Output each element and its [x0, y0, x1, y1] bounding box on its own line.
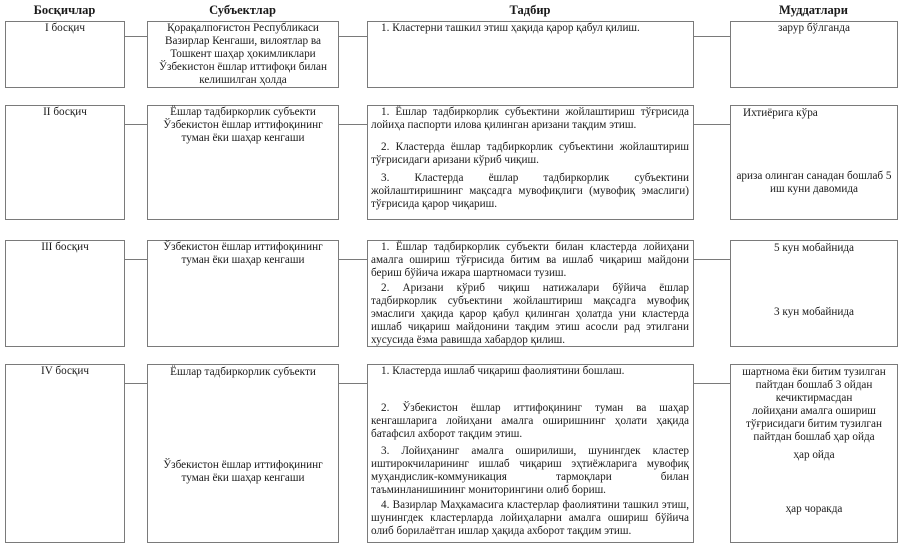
measure-item: 4. Вазирлар Маҳкамасига кластерлар фаолиятини ташкил этиш, шунингдек кластерларда лойиҳаларни амалга ошириш бўйича олиб борилаётган ишлар ҳақида ахборот тақдим этиш.: [371, 499, 689, 537]
stage-label: III босқич: [41, 241, 89, 253]
subject-text: Ўзбекистон ёшлар иттифоқининг туман ёки шаҳар кенгаши: [163, 241, 323, 266]
header-subjects: Субъектлар: [209, 3, 276, 17]
measures-3-box: [367, 240, 694, 347]
connector: [339, 259, 367, 260]
connector: [125, 259, 147, 260]
stage-2-box: [5, 105, 125, 220]
deadline-text: лойиҳани амалга ошириш тўғрисидаги битим тузилган пайтдан бошлаб ҳар ойда: [746, 405, 882, 443]
deadlines-3-box: [730, 240, 898, 347]
subject-1-box: [147, 21, 339, 88]
connector: [694, 124, 730, 125]
subject-text: Ёшлар тадбиркорлик субъекти Ўзбекистон ёшлар иттифоқининг туман ёки шаҳар кенгаши: [163, 106, 323, 144]
deadline-text: ҳар чоракда: [785, 503, 843, 515]
connector: [125, 383, 147, 384]
measure-item: 1. Кластерда ишлаб чиқариш фаолиятини бошлаш.: [381, 365, 625, 377]
deadline-text: шартнома ёки битим тузилган пайтдан бошлаб 3 ойдан кечиктирмасдан: [742, 366, 886, 404]
header-stages: Босқичлар: [33, 3, 96, 17]
subject-text: Ёшлар тадбиркорлик субъекти: [170, 366, 316, 378]
measures-4-box: [367, 364, 694, 543]
measure-item: 3. Лойиҳанинг амалга оширилиши, шунингдек кластер иштирокчиларининг ишлаб чиқариш эҳтиёжларига мувофиқ муҳандислик-коммуникация тармоқлари билан таъминланишининг мониторингини олиб бориш.: [371, 445, 689, 496]
subject-text-secondary: Ўзбекистон ёшлар иттифоқининг туман ёки шаҳар кенгаши: [163, 459, 323, 484]
header-measures: Тадбир: [509, 3, 551, 17]
stage-4-box: [5, 364, 125, 543]
stage-label: I босқич: [44, 22, 86, 34]
connector: [694, 259, 730, 260]
deadlines-2-box: [730, 105, 898, 220]
deadlines-4-box: [730, 364, 898, 543]
measure-item: 2. Кластерда ёшлар тадбиркорлик субъектини жойлаштириш тўғрисидаги аризани кўриб чиқиш.: [371, 141, 689, 166]
connector: [125, 36, 147, 37]
stage-3-box: [5, 240, 125, 347]
measures-2-box: [367, 105, 694, 220]
connector: [125, 124, 147, 125]
measure-item: 2. Ўзбекистон ёшлар иттифоқининг туман ва шаҳар кенгашларига лойиҳани амалга оширишнинг ҳолати ҳақида батафсил ахборот тақдим этиш.: [371, 402, 689, 440]
subject-4-box: [147, 364, 339, 543]
deadline-text: 3 кун мобайнида: [774, 306, 854, 318]
stage-1-box: [5, 21, 125, 88]
subject-text: Қорақалпоғистон Республикаси Вазирлар Кенгаши, вилоятлар ва Тошкент шаҳар ҳокимликлари Ўзбекистон ёшлар иттифоқи билан келишилган ҳолда: [159, 22, 327, 86]
measure-item: 1. Ёшлар тадбиркорлик субъектини жойлаштириш тўғрисида лойиҳа паспорти илова қилинган аризани тақдим этиш.: [371, 106, 689, 131]
connector: [694, 36, 730, 37]
measure-item: 2. Аризани кўриб чиқиш натижалари бўйича ёшлар тадбиркорлик субъектини жойлаштириш мақсадга мувофиқ эмаслиги ҳақида қарор қабул қилинган ҳолатда уни кластерда ишлаб чиқариш майдонини тақдим этиш асосли рад этилгани хусусида ёзма равишда хабардор қилиш.: [371, 282, 689, 346]
subject-3-box: [147, 240, 339, 347]
header-deadlines: Муддатлари: [779, 3, 848, 17]
connector: [339, 383, 367, 384]
deadlines-1-box: [730, 21, 898, 88]
deadline-text: зарур бўлганда: [778, 22, 850, 34]
measure-item: 1. Ёшлар тадбиркорлик субъекти билан кластерда лойиҳани амалга ошириш тўғрисида битим ва ишлаб чиқариш майдони бериш бўйича ижара шартномаси тузиш.: [371, 241, 689, 279]
stage-label: IV босқич: [41, 365, 89, 377]
connector: [339, 36, 367, 37]
deadline-text: ҳар ойда: [793, 449, 835, 461]
connector: [694, 383, 730, 384]
connector: [339, 124, 367, 125]
stage-label: II босқич: [43, 106, 87, 118]
measure-item: 3. Кластерда ёшлар тадбиркорлик субъектини жойлаштиришнинг мақсадга мувофиқлиги (мувофиқ эмаслиги) тўғрисида қарор чиқариш.: [371, 172, 689, 210]
deadline-text: 5 кун мобайнида: [774, 242, 854, 254]
deadline-text: ариза олинган санадан бошлаб 5 иш куни давомида: [736, 170, 892, 195]
deadline-text: Ихтиёрига кўра: [743, 107, 818, 119]
measure-item: 1. Кластерни ташкил этиш ҳақида қарор қабул қилиш.: [381, 22, 640, 34]
measures-1-box: [367, 21, 694, 88]
subject-2-box: [147, 105, 339, 220]
